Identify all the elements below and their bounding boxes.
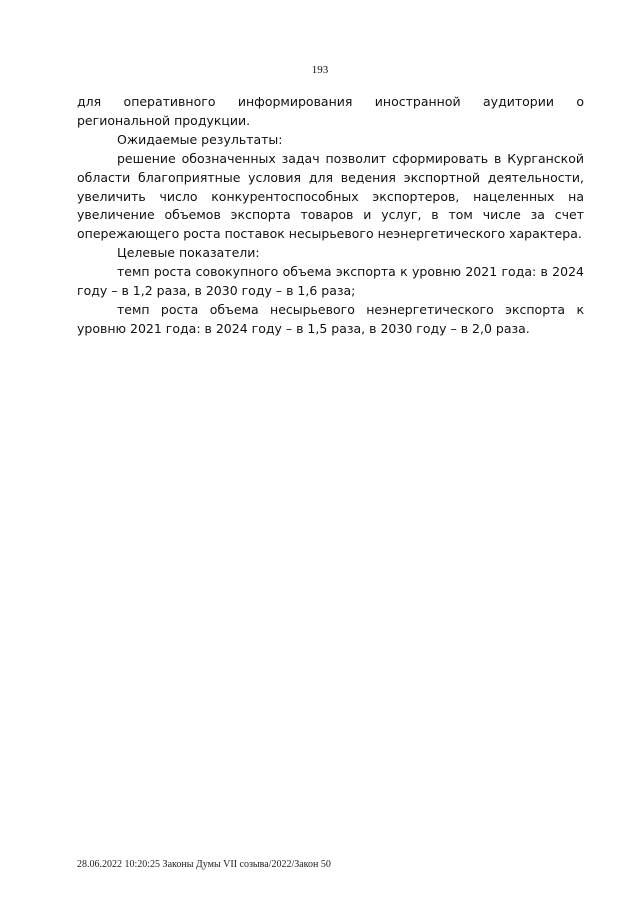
document-body — [77, 93, 584, 339]
paragraph-target-indicators-heading: Целевые показатели: — [117, 245, 260, 261]
paragraph-indicator-non-resource-export: темп роста объема несырьевого неэнергетического экспорта к уровню 2021 года: в 2024 году – в 1,5 раза, в 2030 году – в 2,0 раза. — [77, 301, 584, 336]
document-footer: 28.06.2022 10:20:25 Законы Думы VII созыва/2022/Закон 50 — [77, 859, 331, 870]
paragraph-continuation: для оперативного информирования иностранной аудитории о региональной продукции. — [77, 94, 584, 128]
paragraph-expected-results: решение обозначенных задач позволит сформировать в Курганской области благоприятные условия для ведения экспортной деятельности, увеличить число конкурентоспособных экспортеров, нацеленных на увеличение объемов экспорта товаров и услуг, в том числе за счет опережающего роста поставок несырьевого неэнергетического характера. — [77, 150, 584, 242]
paragraph-expected-results-heading: Ожидаемые результаты: — [117, 131, 283, 147]
paragraph-indicator-total-export: темп роста совокупного объема экспорта к уровню 2021 года: в 2024 году – в 1,2 раза, в 2030 году – в 1,6 раза; — [77, 264, 584, 299]
page-number: 193 — [311, 64, 329, 76]
